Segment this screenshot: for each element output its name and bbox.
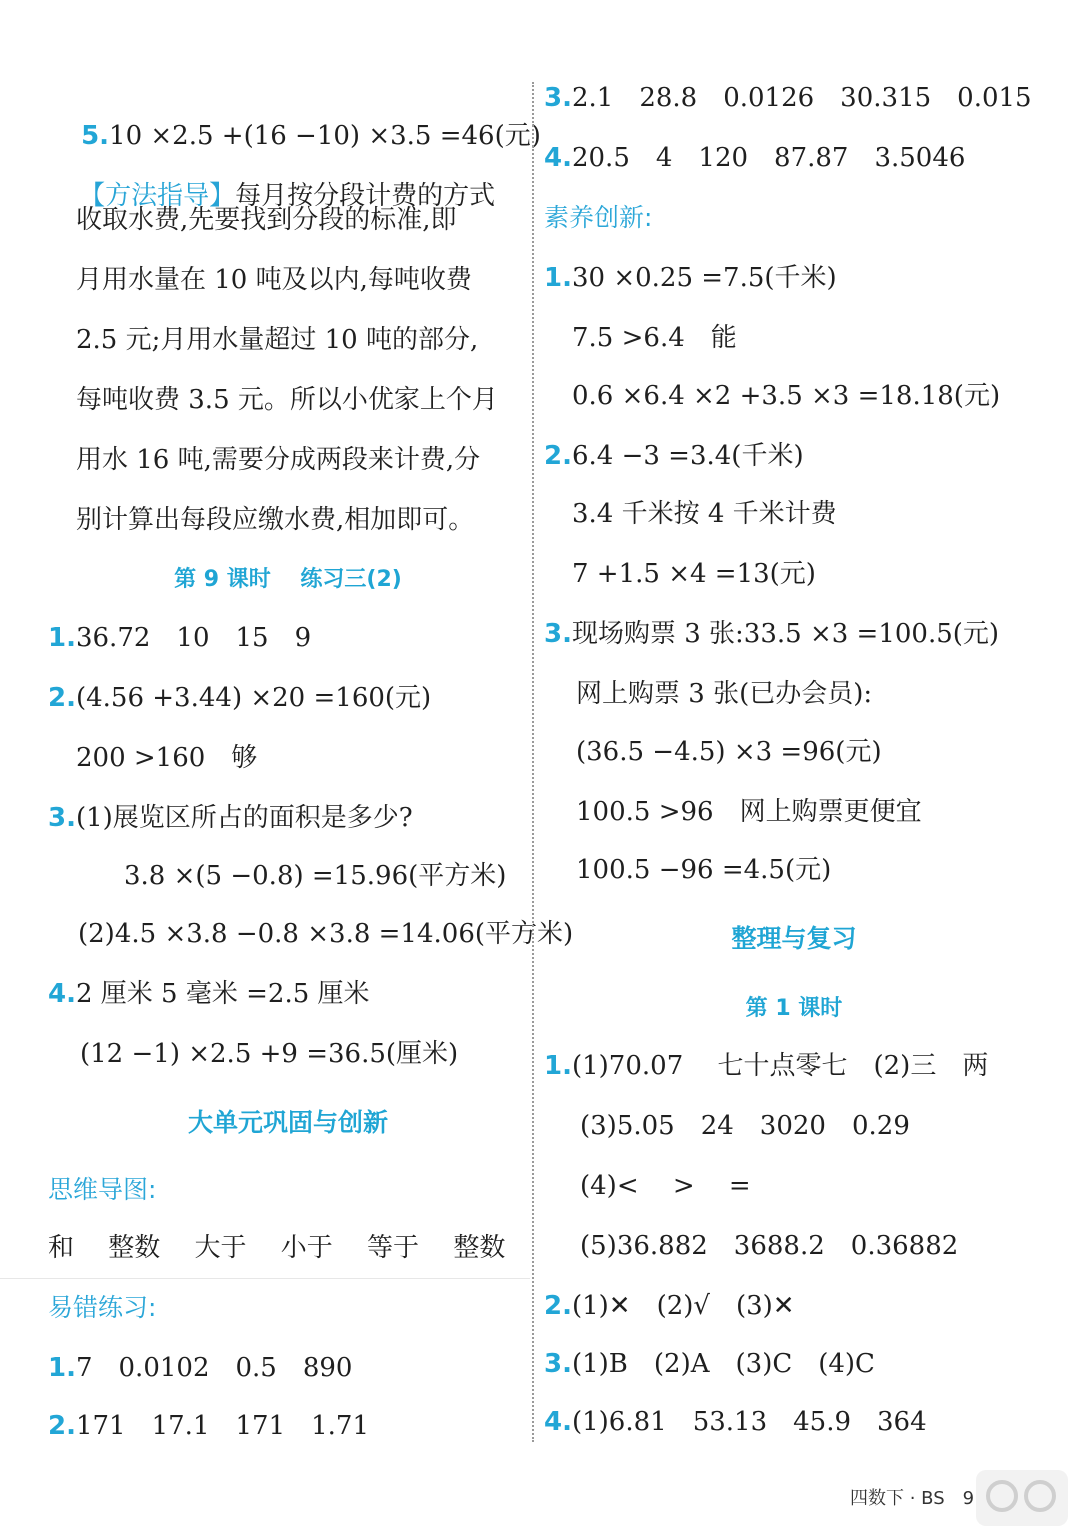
answer-line bbox=[48, 680, 431, 716]
answer-line bbox=[544, 1048, 988, 1084]
answer-text: (1)✕ (2)√ (3)✕ bbox=[571, 1291, 795, 1321]
answer-line bbox=[48, 620, 311, 656]
answer-text: 7.5 >6.4 能 bbox=[572, 323, 737, 353]
answer-text: 2 厘米 5 毫米 =2.5 厘米 bbox=[75, 979, 370, 1009]
question-number: 3. bbox=[48, 803, 76, 833]
question-number: 4. bbox=[544, 1407, 572, 1437]
question-number: 3. bbox=[544, 619, 572, 649]
answer-line bbox=[48, 1408, 369, 1444]
method-guide-text: 别计算出每段应缴水费,相加即可。 bbox=[76, 505, 475, 535]
faint-rule bbox=[0, 1278, 530, 1279]
answer-line bbox=[544, 140, 965, 176]
mindmap-label: 思维导图: bbox=[48, 1175, 157, 1204]
answer-text: 20.5 4 120 87.87 3.5046 bbox=[571, 143, 966, 173]
answer-text: (1)B (2)A (3)C (4)C bbox=[571, 1349, 875, 1379]
answer-text: 171 17.1 171 1.71 bbox=[75, 1411, 370, 1441]
mindmap-answers: 和 整数 大于 小于 等于 整数 bbox=[48, 1233, 506, 1263]
answer-line bbox=[48, 976, 370, 1012]
answer-text: 3.4 千米按 4 千米计费 bbox=[572, 499, 837, 529]
question-number: 4. bbox=[544, 143, 572, 173]
method-guide-text: 2.5 元;月用水量超过 10 吨的部分, bbox=[76, 325, 479, 355]
unit-title: 大单元巩固与创新 bbox=[187, 1108, 388, 1137]
answer-line bbox=[544, 1404, 927, 1440]
answer-line bbox=[544, 1288, 795, 1324]
answer-text: 7 0.0102 0.5 890 bbox=[75, 1353, 353, 1383]
answer-line bbox=[48, 800, 413, 836]
question-number: 3. bbox=[544, 83, 572, 113]
question-number: 2. bbox=[544, 1291, 572, 1321]
question-number: 2. bbox=[48, 1411, 76, 1441]
page-footer: 四数下 · BS 9 bbox=[850, 1488, 975, 1509]
answer-line bbox=[544, 438, 804, 474]
answer-text: 100.5 −96 =4.5(元) bbox=[576, 855, 832, 885]
answer-text: (12 −1) ×2.5 +9 =36.5(厘米) bbox=[80, 1039, 459, 1069]
question-number: 3. bbox=[544, 1349, 572, 1379]
watermark-logo-icon bbox=[972, 1466, 1072, 1530]
method-guide-text: 收取水费,先要找到分段的标准,即 bbox=[76, 205, 457, 235]
answer-text: (4)< > = bbox=[580, 1171, 751, 1201]
answer-line bbox=[544, 80, 1032, 116]
question-number: 1. bbox=[48, 1353, 76, 1383]
answer-text: 现场购票 3 张:33.5 ×3 =100.5(元) bbox=[571, 619, 1000, 649]
answer-text: 3.8 ×(5 −0.8) =15.96(平方米) bbox=[124, 861, 507, 891]
answer-text: 200 >160 够 bbox=[76, 743, 258, 773]
answer-text: (1)6.81 53.13 45.9 364 bbox=[571, 1407, 927, 1437]
method-guide-tag: 【方法指导】 bbox=[79, 181, 236, 211]
question-number: 2. bbox=[544, 441, 572, 471]
answer-line bbox=[544, 1346, 875, 1382]
error-practice-label: 易错练习: bbox=[48, 1293, 157, 1322]
question-number: 5. bbox=[81, 121, 110, 151]
lesson-9-title: 第 9 课时 练习三(2) bbox=[174, 567, 402, 592]
method-guide-text: 用水 16 吨,需要分成两段来计费,分 bbox=[76, 445, 481, 475]
method-guide-text: 月用水量在 10 吨及以内,每吨收费 bbox=[76, 265, 472, 295]
answer-text: 0.6 ×6.4 ×2 +3.5 ×3 =18.18(元) bbox=[572, 381, 1001, 411]
answer-text: (1)70.07 七十点零七 (2)三 两 bbox=[571, 1051, 989, 1081]
suyang-label: 素养创新: bbox=[544, 203, 653, 232]
question-number: 1. bbox=[544, 1051, 572, 1081]
answer-text: (1)展览区所占的面积是多少? bbox=[75, 803, 413, 833]
answer-line bbox=[48, 1350, 352, 1386]
method-guide-text: 每月按分段计费的方式 bbox=[235, 181, 496, 211]
review-title: 整理与复习 bbox=[731, 924, 857, 953]
answer-text: (36.5 −4.5) ×3 =96(元) bbox=[576, 737, 882, 767]
answer-text: 30 ×0.25 =7.5(千米) bbox=[571, 263, 837, 293]
question-number: 1. bbox=[544, 263, 572, 293]
question-number: 1. bbox=[48, 623, 76, 653]
answer-text: 7 +1.5 ×4 =13(元) bbox=[572, 559, 816, 589]
answer-text: 6.4 −3 =3.4(千米) bbox=[571, 441, 804, 471]
answer-line bbox=[544, 616, 999, 652]
answer-text: 网上购票 3 张(已办会员): bbox=[576, 679, 873, 709]
answer-text: 2.1 28.8 0.0126 30.315 0.015 bbox=[571, 83, 1032, 113]
answer-line bbox=[544, 260, 837, 296]
lesson-1-title: 第 1 课时 bbox=[745, 996, 843, 1021]
answer-text: (5)36.882 3688.2 0.36882 bbox=[580, 1231, 959, 1261]
answer-text: 100.5 >96 网上购票更便宜 bbox=[576, 797, 922, 827]
question-number: 4. bbox=[48, 979, 76, 1009]
answer-text: (2)4.5 ×3.8 −0.8 ×3.8 =14.06(平方米) bbox=[78, 919, 574, 949]
answer-text: (3)5.05 24 3020 0.29 bbox=[580, 1111, 910, 1141]
question-number: 2. bbox=[48, 683, 76, 713]
column-divider bbox=[532, 82, 534, 1442]
method-guide-text: 每吨收费 3.5 元。所以小优家上个月 bbox=[76, 385, 498, 415]
answer-text: 10 ×2.5 +(16 −10) ×3.5 =46(元) bbox=[109, 121, 541, 151]
answer-text: 36.72 10 15 9 bbox=[75, 623, 312, 653]
answer-text: (4.56 +3.44) ×20 =160(元) bbox=[75, 683, 432, 713]
